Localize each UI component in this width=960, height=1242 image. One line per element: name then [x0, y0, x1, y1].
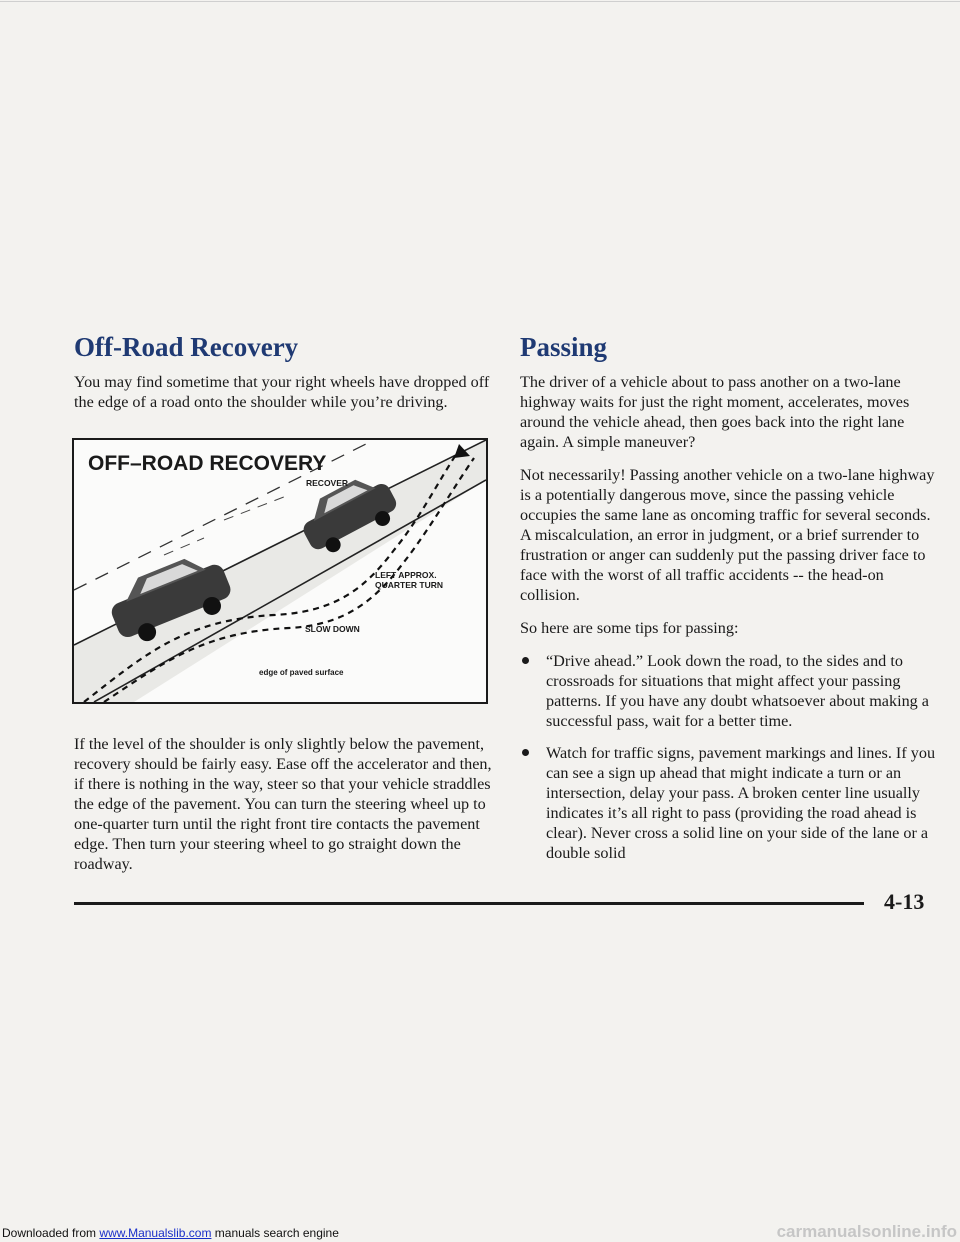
off-road-recovery-illustration	[72, 438, 488, 704]
list-item-text: “Drive ahead.” Look down the road, to the sides and to crossroads for situations that might affect your passing patterns. If you have any doubt whatsoever about making a successful pass, wait for a better time.	[546, 652, 929, 730]
label-recover: RECOVER	[306, 478, 349, 488]
top-border-line	[0, 1, 960, 2]
page-number: 4-13	[884, 889, 925, 914]
passing-paragraph-2: Not necessarily! Passing another vehicle on a two-lane highway is a potentially dangerous move, since the passing vehicle occupies the same lane as oncoming traffic for several seconds. A miscalculation, an error in judgment, or a brief surrender to frustration or anger can suddenly put the passing driver face to face with the worst of all traffic accidents -- the head-on collision.	[520, 466, 935, 604]
download-suffix: manuals search engine	[214, 1226, 339, 1240]
off-road-intro-paragraph: You may find sometime that your right wheels have dropped off the edge of a road onto the shoulder while you’re driving.	[74, 373, 490, 411]
footer-rule	[74, 902, 864, 905]
list-item	[520, 651, 938, 731]
label-left-approx: LEFT APPROX.	[375, 570, 437, 580]
right-column	[520, 330, 938, 875]
off-road-recovery-heading: Off-Road Recovery	[74, 332, 299, 362]
list-item-text: Watch for traffic signs, pavement markings and lines. If you can see a sign up ahead that might indicate a turn or an intersection, delay your pass. A broken center line usually indicates it’s all right to pass (providing the road ahead is clear). Never cross a solid line on your side of the lane or a double solid	[546, 744, 936, 862]
label-quarter-turn: QUARTER TURN	[375, 580, 443, 590]
passing-paragraph-3: So here are some tips for passing:	[520, 619, 739, 637]
watermark-text: carmanualsonline.info	[776, 1222, 957, 1241]
passing-paragraph-1: The driver of a vehicle about to pass another on a two-lane highway waits for just the right moment, accelerates, moves around the vehicle ahead, then goes back into the right lane again. A simple maneuver?	[520, 373, 910, 451]
label-edge-of-paved-surface: edge of paved surface	[259, 668, 344, 677]
bullet-icon	[522, 749, 529, 756]
list-item	[520, 743, 938, 863]
passing-heading: Passing	[520, 332, 608, 362]
figure-title: OFF–ROAD RECOVERY	[88, 452, 327, 475]
download-note	[2, 1226, 339, 1240]
bullet-icon	[522, 657, 529, 664]
download-prefix: Downloaded from	[2, 1226, 97, 1240]
left-column	[74, 330, 494, 874]
manualslib-link[interactable]: www.Manualslib.com	[99, 1226, 212, 1240]
off-road-body-paragraph: If the level of the shoulder is only slightly below the pavement, recovery should be fairly easy. Ease off the accelerator and then, if there is nothing in the way, steer so that your vehicle straddles the edge of the pavement. You can turn the steering wheel up to one-quarter turn until the right front tire contacts the pavement edge. Then turn your steering wheel to go straight down the roadway.	[74, 735, 492, 873]
guide-dashed-line-2	[164, 538, 204, 555]
passing-tips-list	[520, 651, 938, 863]
label-slow-down: SLOW DOWN	[305, 624, 360, 634]
